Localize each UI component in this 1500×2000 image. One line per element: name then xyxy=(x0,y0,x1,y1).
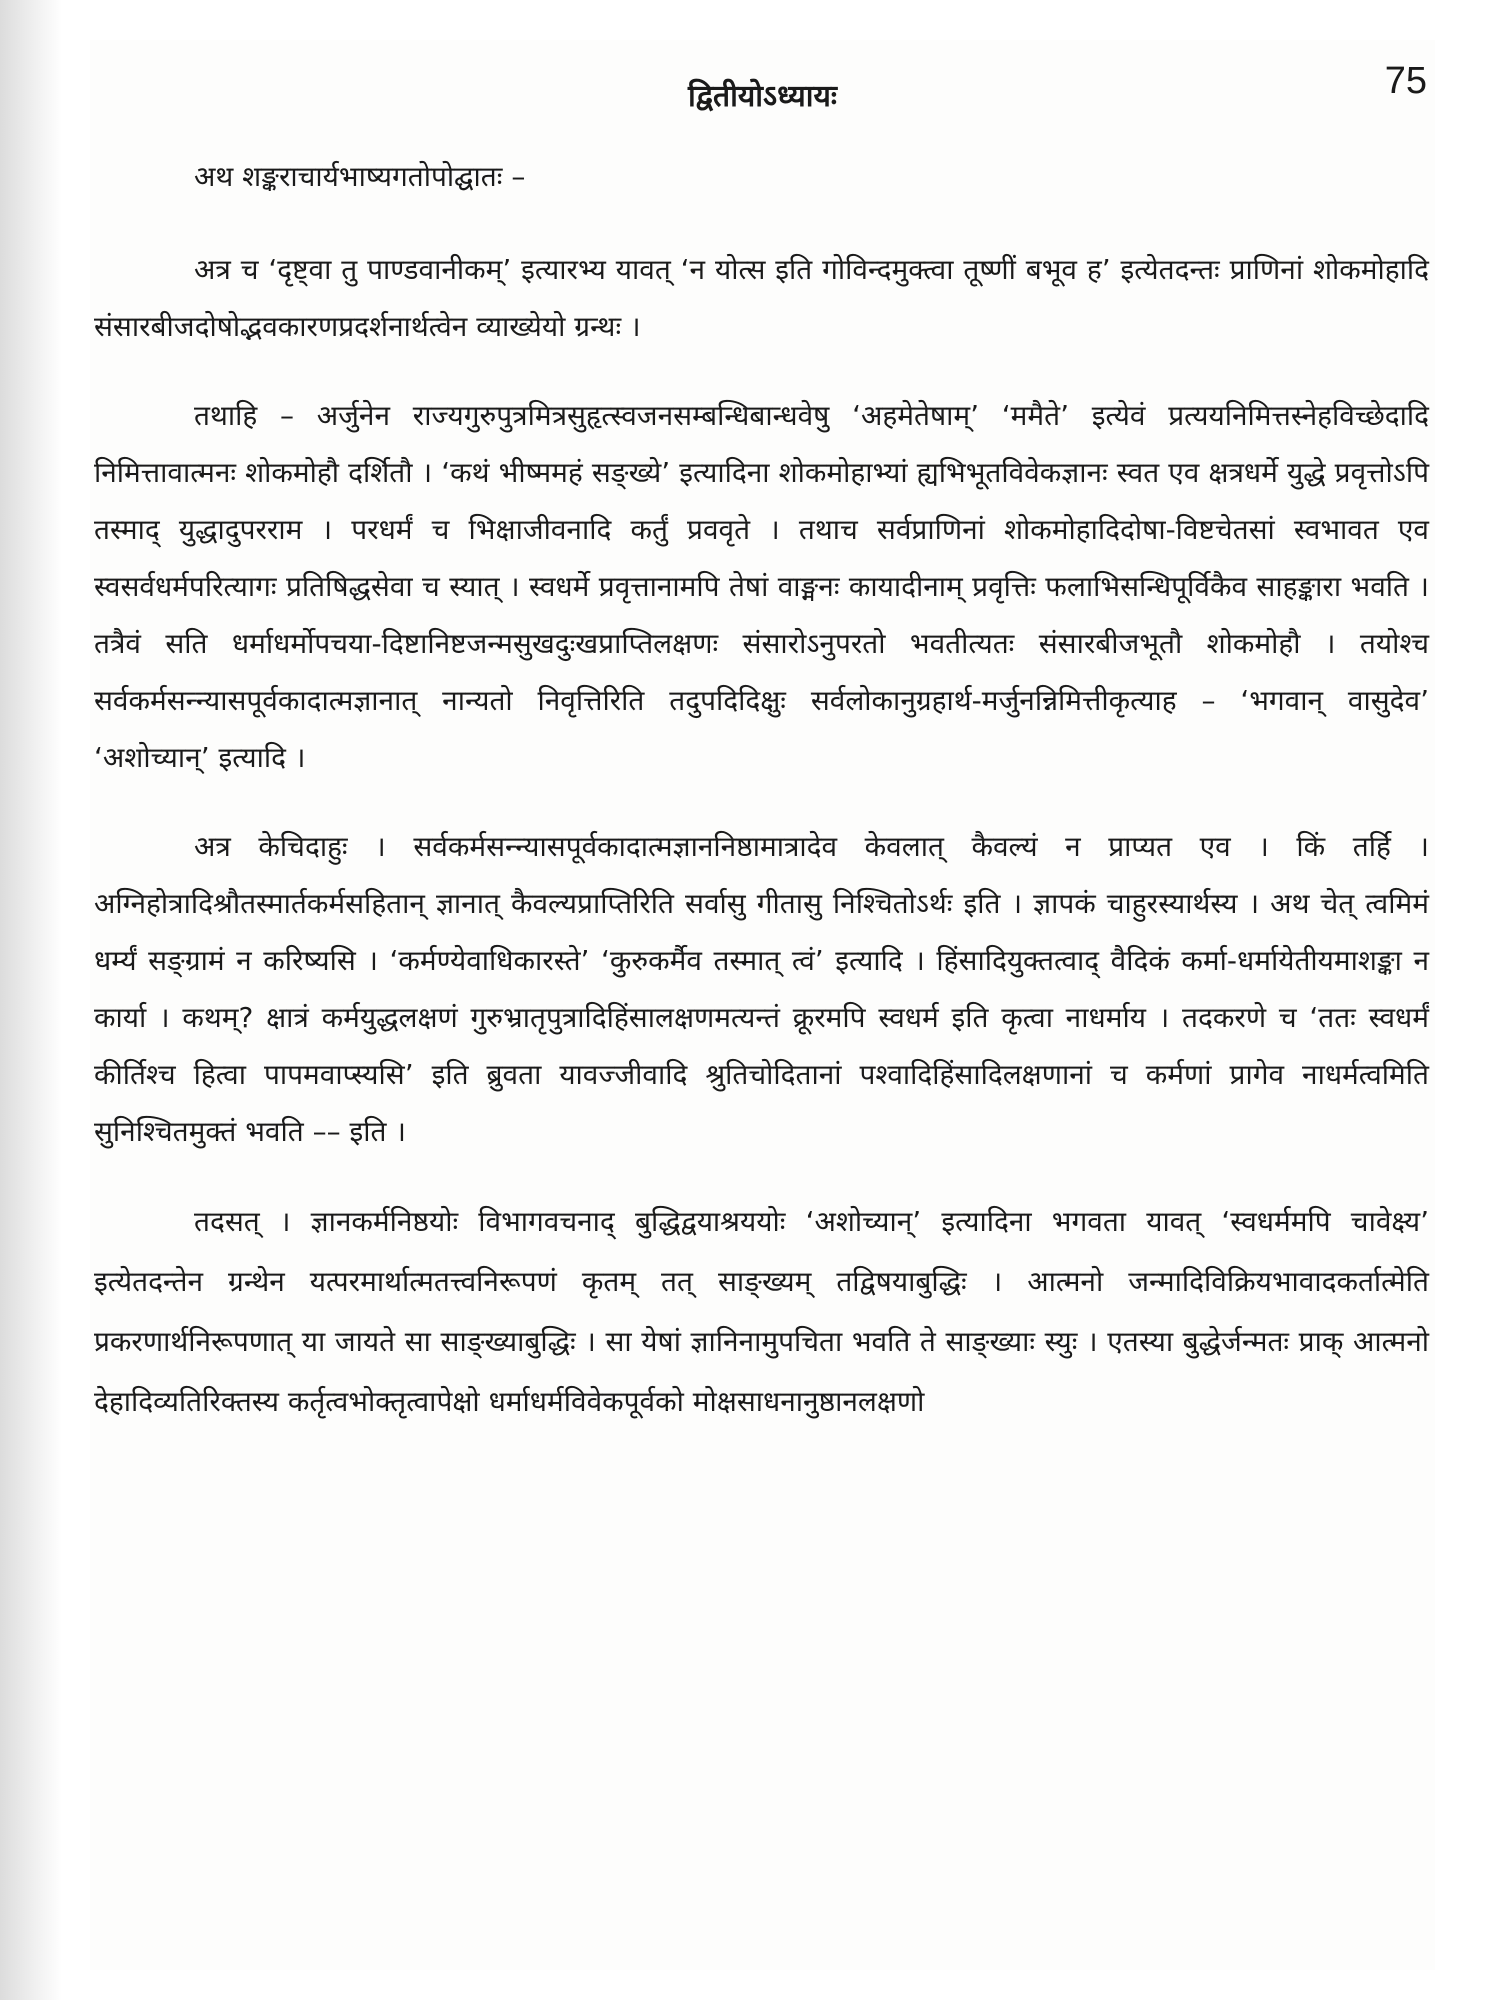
body-text xyxy=(94,148,1429,1464)
paragraph: तथाहि – अर्जुनेन राज्यगुरुपुत्रमित्रसुहृत्स्वजनसम्बन्धिबान्धवेषु ‘अहमेतेषाम्’ ‘ममैते’ इत्येवं प्रत्ययनिमित्तस्नेहविच्छेदादि निमित्तावात्मनः शोकमोहौ दर्शितौ । ‘कथं भीष्ममहं सङ्ख्ये’ इत्यादिना शोकमोहाभ्यां ह्यभिभूतविवेकज्ञानः स्वत एव क्षत्रधर्मे युद्धे प्रवृत्तोऽपि तस्माद् युद्धादुपरराम । परधर्मं च भिक्षाजीवनादि कर्तुं प्रववृते । तथाच सर्वप्राणिनां शोकमोहादिदोषा-विष्टचेतसां स्वभावत एव स्वसर्वधर्मपरित्यागः प्रतिषिद्धसेवा च स्यात् । स्वधर्मे प्रवृत्तानामपि तेषां वाङ्मनः कायादीनाम् प्रवृत्तिः फलाभिसन्धिपूर्विकैव साहङ्कारा भवति । तत्रैवं सति धर्माधर्मोपचया-दिष्टानिष्टजन्मसुखदुःखप्राप्तिलक्षणः संसारोऽनुपरतो भवतीत्यतः संसारबीजभूतौ शोकमोहौ । तयोश्च सर्वकर्मसन्न्यासपूर्वकादात्मज्ञानात् नान्यतो निवृत्तिरिति तदुपदिदिक्षुः सर्वलोकानुग्रहार्थ-मर्जुनन्निमित्तीकृत्याह – ‘भगवान् वासुदेव’ ‘अशोच्यान्’ इत्यादि । xyxy=(94,399,1429,774)
paragraph: तदसत् । ज्ञानकर्मनिष्ठयोः विभागवचनाद् बुद्धिद्वयाश्रययोः ‘अशोच्यान्’ इत्यादिना भगवता यावत् ‘स्वधर्ममपि चावेक्ष्य’ इत्येतदन्तेन ग्रन्थेन यत्परमार्थात्मतत्त्वनिरूपणं कृतम् तत् साङ्ख्यम् तद्विषयाबुद्धिः । आत्मनो जन्मादिविक्रियभावादकर्तात्मेति प्रकरणार्थनिरूपणात् या जायते सा साङ्ख्याबुद्धिः । सा येषां ज्ञानिनामुपचिता भवति ते साङ्ख्याः स्युः । एतस्या बुद्धेर्जन्मतः प्राक् आत्मनो देहादिव्यतिरिक्तस्य कर्तृत्वभोक्तृत्वापेक्षो धर्माधर्मविवेकपूर्वको मोक्षसाधनानुष्ठानलक्षणो xyxy=(94,1205,1429,1418)
paragraph-intro: अथ शङ्कराचार्यभाष्यगतोपोद्घातः – xyxy=(194,160,526,193)
book-page xyxy=(90,40,1435,1970)
chapter-title: द्वितीयोऽध्यायः xyxy=(688,79,837,114)
paragraph: अत्र केचिदाहुः । सर्वकर्मसन्न्यासपूर्वकादात्मज्ञाननिष्ठामात्रादेव केवलात् कैवल्यं न प्राप्यत एव । किं तर्हि । अग्निहोत्रादिश्रौतस्मार्तकर्मसहितान् ज्ञानात् कैवल्यप्राप्तिरिति सर्वासु गीतासु निश्चितोऽर्थः इति । ज्ञापकं चाहुरस्यार्थस्य । अथ चेत् त्वमिमं धर्म्यं सङ्ग्रामं न करिष्यसि । ‘कर्मण्येवाधिकारस्ते’ ‘कुरुकर्मैव तस्मात् त्वं’ इत्यादि । हिंसादियुक्तत्वाद् वैदिकं कर्मा-धर्मायेतीयमाशङ्का न कार्या । कथम्? क्षात्रं कर्मयुद्धलक्षणं गुरुभ्रातृपुत्रादिहिंसालक्षणमत्यन्तं क्रूरमपि स्वधर्म इति कृत्वा नाधर्माय । तदकरणे च ‘ततः स्वधर्मं कीर्तिश्च हित्वा पापमवाप्स्यसि’ इति ब्रुवता यावज्जीवादि श्रुतिचोदितानां पश्वादिहिंसादिलक्षणानां च कर्मणां प्रागेव नाधर्मत्वमिति सुनिश्चितमुक्तं भवति –– इति । xyxy=(94,830,1429,1148)
page-number: 75 xyxy=(1384,60,1427,102)
book-binding-shadow xyxy=(0,0,62,2000)
page-header xyxy=(90,60,1435,120)
paragraph: अत्र च ‘दृष्ट्वा तु पाण्डवानीकम्’ इत्यारभ्य यावत् ‘न योत्स इति गोविन्दमुक्त्वा तूष्णीं बभूव ह’ इत्येतदन्तः प्राणिनां शोकमोहादि संसारबीजदोषोद्भवकारणप्रदर्शनार्थत्वेन व्याख्येयो ग्रन्थः । xyxy=(94,253,1429,343)
